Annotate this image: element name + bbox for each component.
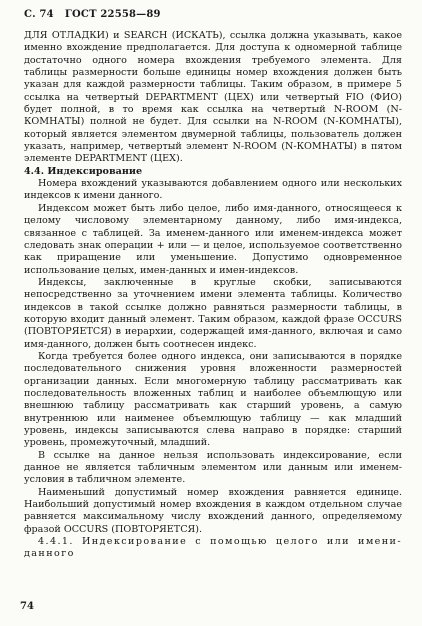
paragraph-continued: ДЛЯ ОТЛАДКИ) и SEARCH (ИСКАТЬ), ссылка должна указывать, какое именно вхождение предполагается. Для доступа к одномерной таблице достаточно одного номера вхождения требуемого элемента. Для таблицы размерности больше единицы номер вхождения должен быть указан для каждой размерности таблицы. Таким образом, в примере 5 ссылка на четвертый DEPARTMENT (ЦЕХ) или четвертый FIO (ФИО) будет полной, в то время как ссылка на четвертый N-ROOM (N-КОМНАТЫ) полной не будет. Для ссылки на N-ROOM (N-КОМНАТЫ), который является элементом двумерной таблицы, пользователь должен указать, например, четвертый элемент N-ROOM (N-КОМНАТЫ) в пятом элементе DEPARTMENT (ЦЕХ). <box>24 30 402 165</box>
page-header <box>24 9 161 20</box>
section-heading-4-4: 4.4. Индексирование <box>24 165 143 177</box>
page-number: 74 <box>20 601 34 612</box>
paragraph: Индексы, заключенные в круглые скобки, записываются непосредственно за уточнением имени элемента таблицы. Количество индексов в такой ссылке должно равняться размерности таблицы, в которую входит данный элемент. Таким образом, каждой фразе OCCURS (ПОВТОРЯЕТСЯ) в иерархии, содержащей имя-данного, включая и само имя-данного, должен быть соотнесен индекс. <box>24 276 402 350</box>
document-body <box>24 30 402 561</box>
paragraph: Индексом может быть либо целое, либо имя-данного, относящееся к целому числовому элементарному данному, либо имя-индекса, связанное с таблицей. За именем-данного или именем-индекса может следовать знак операции + или — и целое, используемое соответственно как приращение или уменьшение. Допустимо одновременное использование целых, имен-данных и имен-индексов. <box>24 202 402 276</box>
paragraph: Когда требуется более одного индекса, они записываются в порядке последовательного снижения уровня вложенности размерностей организации данных. Если многомерную таблицу рассматривать как последовательность вложенных таблиц и наиболее объемлющую или внешнюю таблицу рассматривать как старший уровень, а самую внутреннюю или наименее объемлющую таблицу — как младший уровень, индексы записываются слева направо в порядке: старший уровень, промежуточный, младший. <box>24 350 402 449</box>
paragraph: Наименьший допустимый номер вхождения равняется единице. Наибольший допустимый номер вхождения в каждом отдельном случае равняется максимальному числу вхождений данного, определяемому фразой OCCURS (ПОВТОРЯЕТСЯ). <box>24 486 402 535</box>
paragraph: В ссылке на данное нельзя использовать индексирование, если данное не является табличным элементом или данным или именем-условия в табличном элементе. <box>24 449 402 486</box>
header-standard: ГОСТ 22558—89 <box>64 9 161 20</box>
header-page-label: С. 74 <box>24 9 54 20</box>
subsection-heading-4-4-1: 4.4.1. Индексирование с помощью целого или имени-данного <box>24 536 402 560</box>
paragraph: Номера вхождений указываются добавлением одного или нескольких индексов к имени данного. <box>24 178 402 202</box>
